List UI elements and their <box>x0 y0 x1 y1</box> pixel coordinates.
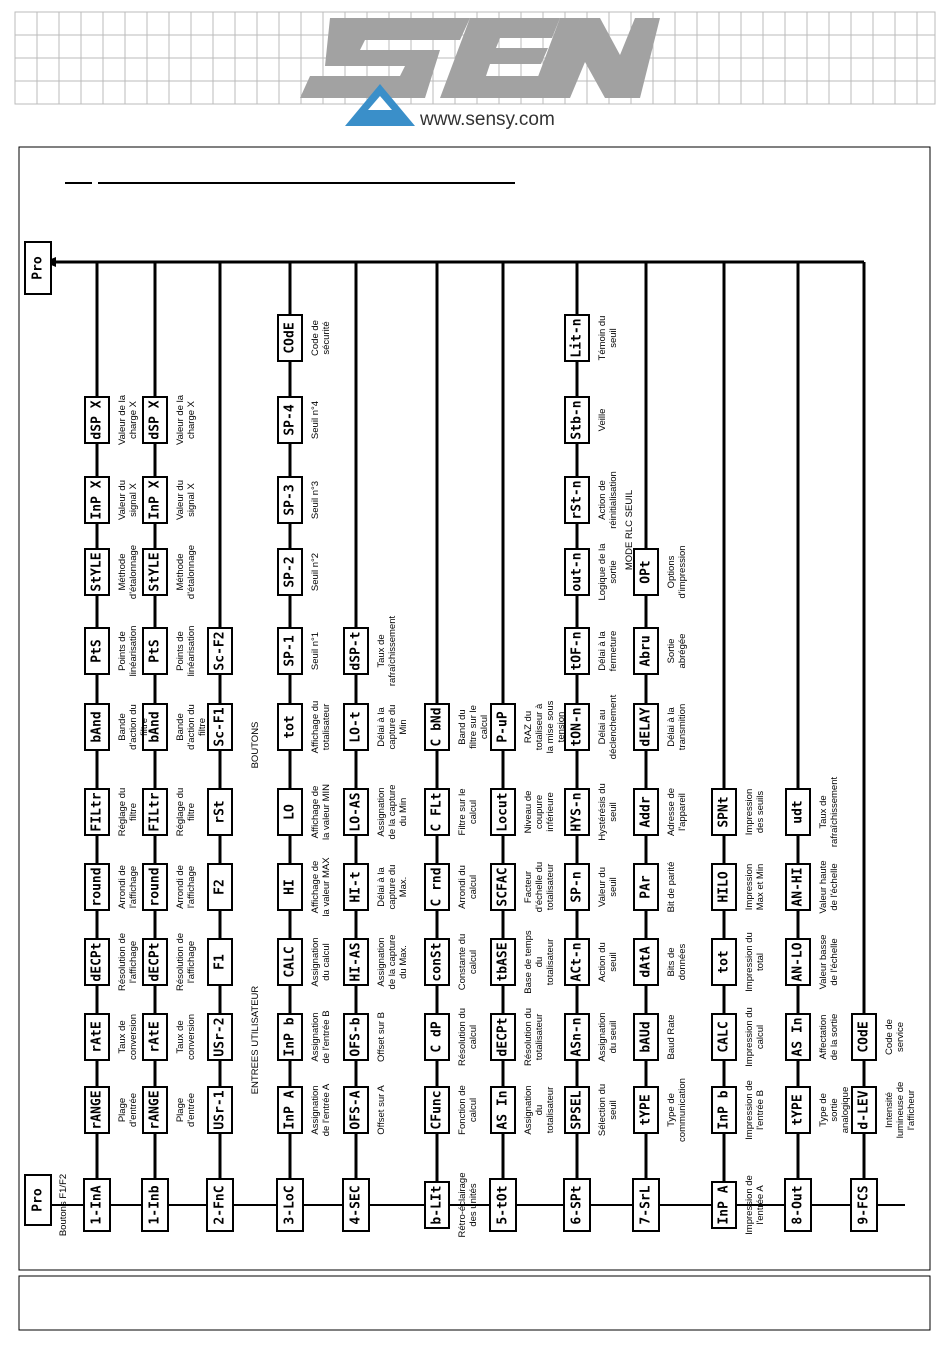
menu-3-loc-box-code: 3-LoC <box>282 1185 298 1225</box>
row-2-fnc-item-2-code: F1 <box>212 954 228 970</box>
row-1-inb-item-9-code: dSP X <box>147 400 163 440</box>
row-3-loc-label-9: Seuil n°4 <box>310 400 321 440</box>
row-6-spt-label-7: Logique de lasortie <box>597 543 619 601</box>
row-sub-5-label-5: Filtre sur lecalcul <box>457 788 479 836</box>
row-5-tot-item-4-code: Locut <box>495 792 511 832</box>
user-inputs-label: ENTREES UTILISATEUR <box>250 985 261 1095</box>
row-3-loc-item-6-code: SP-1 <box>282 635 298 667</box>
row-sub-9-label-1: Impression del'entrée B <box>744 1080 766 1140</box>
row-8-out-label-3: Valeur hautede l'échelle <box>818 860 840 914</box>
row-3-loc-item-5-code: tot <box>282 715 298 739</box>
row-6-spt-item-10-code: Lit-n <box>569 318 585 358</box>
row-8-out-item-0-code: tYPE <box>790 1094 806 1126</box>
row-3-loc-label-2: Assignationdu calcul <box>310 937 332 987</box>
row-8-out-label-4: Taux derafraîchissement <box>818 776 840 848</box>
row-sub-9-label-4: ImpressionMax et Min <box>744 863 766 911</box>
row-1-ina-item-1-code: rAtE <box>89 1021 105 1053</box>
row-6-spt-label-5: Délai audéclenchement <box>597 694 619 760</box>
row-7-srl-item-4-code: Addr <box>638 796 654 828</box>
row-7-srl-item-3-code: PAr <box>638 875 654 899</box>
row-1-ina-label-9: Valeur de lacharge X <box>117 395 139 445</box>
row-3-loc-label-4: Affichage dela valeur MIN <box>310 784 332 840</box>
row-4-sec-label-1: Offset sur B <box>376 1012 387 1062</box>
row-5-tot-label-4: Niveau decoupureinférieure <box>523 790 556 834</box>
row-6-spt-item-3-code: SP-n <box>569 871 585 903</box>
row-1-inb-label-5: Banded'action dufiltre <box>175 704 208 750</box>
row-1-ina-label-7: Méthoded'étalonnage <box>117 544 139 600</box>
start-pro-box-code: Pro <box>30 1188 46 1212</box>
row-1-ina-label-6: Points delinéarisation <box>117 625 139 677</box>
row-2-fnc-item-4-code: rSt <box>212 800 228 824</box>
row-1-inb-label-1: Taux deconversion <box>175 1014 197 1060</box>
row-7-srl-label-5: Délai à latransmition <box>666 703 688 751</box>
row-1-ina-item-6-code: PtS <box>89 639 105 663</box>
row-6-spt-item-1-code: ASn-n <box>569 1017 585 1057</box>
row-1-inb-item-2-code: dECPt <box>147 942 163 982</box>
row-7-srl-label-7: Optionsd'impression <box>666 545 688 599</box>
row-sub-5-item-3-code: conSt <box>429 942 445 982</box>
row-1-ina-label-0: Plaged'entrée <box>117 1092 139 1128</box>
row-3-loc-item-7-code: SP-2 <box>282 556 298 588</box>
row-7-srl-item-2-code: dAtA <box>638 946 654 978</box>
row-1-inb-item-3-code: round <box>147 867 163 907</box>
row-2-fnc-item-1-code: USr-2 <box>212 1017 228 1057</box>
row-2-fnc-item-0-code: USr-1 <box>212 1090 228 1130</box>
row-2-fnc-item-5-code: Sc-F1 <box>212 707 228 747</box>
row-5-tot-label-3: Facteurd'échelle dutotalisateur <box>523 861 556 913</box>
menu-1-ina-box-code: 1-InA <box>89 1185 105 1225</box>
row-sub-5-label-0: Rétro-éclairagedes unités <box>457 1172 479 1238</box>
row-6-spt-label-1: Assignationdu seuil <box>597 1012 619 1062</box>
row-5-tot-label-1: Résolution dutotalisateur <box>523 1007 545 1067</box>
row-6-spt-label-4: Hystérésis duseuil <box>597 783 619 841</box>
row-4-sec-label-2: Assignationde la capturedu Max. <box>376 934 409 990</box>
row-sub-9-item-2-code: CALC <box>716 1021 732 1053</box>
row-1-ina-item-7-code: StYLE <box>89 552 105 592</box>
row-3-loc-label-10: Code desécurité <box>310 320 332 356</box>
row-5-tot-label-0: Assignationdutotalisateur <box>523 1085 556 1135</box>
row-sub-5-label-2: Résolution ducalcul <box>457 1007 479 1067</box>
row-6-spt-label-8: Action deréinitialisation <box>597 471 619 529</box>
row-3-loc-label-8: Seuil n°3 <box>310 480 321 520</box>
row-9-fcs-item-1-code: COdE <box>856 1021 872 1053</box>
row-8-out-label-2: Valeur bassede l'échelle <box>818 934 840 990</box>
row-7-srl-label-6: Sortieabrégée <box>666 633 688 669</box>
row-7-srl-label-2: Bits dedonnées <box>666 943 688 981</box>
row-sub-5-item-0-code: b-LIt <box>429 1185 445 1225</box>
row-1-inb-item-7-code: StYLE <box>147 552 163 592</box>
footer-frame <box>19 1276 930 1330</box>
row-1-inb-label-3: Arrondi del'affichage <box>175 865 197 909</box>
row-8-out-label-0: Type desortieanalogique <box>818 1086 851 1134</box>
row-4-sec-label-4: Assignationde la capturedu Min <box>376 784 409 840</box>
row-4-sec-item-0-code: OFS-A <box>348 1090 364 1130</box>
row-1-inb-label-2: Résolution del'affichage <box>175 932 197 992</box>
row-1-ina-label-1: Taux deconversion <box>117 1014 139 1060</box>
row-6-spt-item-8-code: rSt-n <box>569 480 585 520</box>
row-6-spt-label-3: Valeur duseuil <box>597 867 619 907</box>
row-6-spt-label-10: Témoin duseuil <box>597 315 619 361</box>
row-3-loc-label-1: Assignationde l'entrée B <box>310 1010 332 1064</box>
row-3-loc-item-10-code: COdE <box>282 322 298 354</box>
row-1-inb-item-4-code: FILtr <box>147 792 163 832</box>
row-sub-9-item-5-code: SPNt <box>716 796 732 828</box>
row-1-ina-label-8: Valeur dusignal X <box>117 480 139 520</box>
row-7-srl-label-4: Adresse del'appareil <box>666 787 688 837</box>
row-sub-5-label-4: Arrondi ducalcul <box>457 865 479 909</box>
row-1-inb-label-6: Points delinéarisation <box>175 625 197 677</box>
row-3-loc-item-1-code: InP b <box>282 1017 298 1057</box>
menu-5-tot-box-code: 5-tOt <box>495 1185 511 1225</box>
row-6-spt-item-7-code: out-n <box>569 552 585 592</box>
row-1-ina-item-9-code: dSP X <box>89 400 105 440</box>
row-3-loc-item-8-code: SP-3 <box>282 484 298 516</box>
row-1-inb-item-0-code: rANGE <box>147 1090 163 1130</box>
row-8-out-item-2-code: AN-LO <box>790 942 806 982</box>
row-sub-9-item-0-code: InP A <box>716 1185 732 1225</box>
row-1-inb-label-4: Réglage dufiltre <box>175 787 197 837</box>
row-5-tot-item-1-code: dECPt <box>495 1017 511 1057</box>
row-sub-5-item-2-code: C dP <box>429 1021 445 1053</box>
row-sub-9-label-5: Impressiondes seuils <box>744 788 766 836</box>
row-sub-9-label-3: Impression dutotal <box>744 932 766 992</box>
row-5-tot-item-5-code: P-uP <box>495 711 511 743</box>
row-3-loc-item-4-code: LO <box>282 804 298 820</box>
row-sub-9-label-2: Impression ducalcul <box>744 1007 766 1067</box>
row-7-srl-item-6-code: Abru <box>638 635 654 667</box>
row-2-fnc-item-6-code: Sc-F2 <box>212 631 228 671</box>
row-1-inb-label-8: Valeur dusignal X <box>175 480 197 520</box>
row-1-ina-label-5: Banded'action dufiltre <box>117 704 150 750</box>
row-8-out-item-4-code: udt <box>790 800 806 824</box>
menu-8-out-box-code: 8-Out <box>790 1185 806 1225</box>
row-6-spt-item-4-code: HYS-n <box>569 792 585 832</box>
row-5-tot-item-0-code: AS In <box>495 1090 511 1130</box>
row-6-spt-label-9: Veille <box>597 408 608 432</box>
menu-7-srl-box-code: 7-SrL <box>638 1185 654 1225</box>
row-sub-5-item-4-code: C rnd <box>429 867 445 907</box>
row-1-ina-item-4-code: FILtr <box>89 792 105 832</box>
menu-2-fnc-box-code: 2-FnC <box>212 1185 228 1225</box>
row-8-out-item-3-code: AN-HI <box>790 867 806 907</box>
row-7-srl-label-3: Bit de parité <box>666 861 677 913</box>
row-6-spt-item-0-code: SPSEL <box>569 1090 585 1130</box>
row-7-srl-item-0-code: tYPE <box>638 1094 654 1126</box>
row-1-ina-item-3-code: round <box>89 867 105 907</box>
row-sub-9-item-3-code: tot <box>716 950 732 974</box>
row-1-inb-item-6-code: PtS <box>147 639 163 663</box>
row-1-ina-item-5-code: bAnd <box>89 711 105 743</box>
row-7-srl-item-5-code: dELAY <box>638 707 654 747</box>
row-1-ina-label-2: Résolution del'affichage <box>117 932 139 992</box>
row-4-sec-item-3-code: HI-t <box>348 871 364 903</box>
row-3-loc-label-3: Affichage dela valeur MAX <box>310 857 332 917</box>
row-1-inb-item-5-code: bAnd <box>147 711 163 743</box>
row-6-spt-label-0: Sélection duseuil <box>597 1083 619 1137</box>
row-sub-5-item-1-code: CFunc <box>429 1090 445 1130</box>
buttons-label: BOUTONS <box>250 721 261 769</box>
row-sub-5-label-3: Constante ducalcul <box>457 933 479 991</box>
row-6-spt-item-2-code: ACt-n <box>569 942 585 982</box>
row-5-tot-item-2-code: tbASE <box>495 942 511 982</box>
row-3-loc-item-2-code: CALC <box>282 946 298 978</box>
row-sub-9-item-1-code: InP b <box>716 1090 732 1130</box>
row-sub-5-label-1: Fonction decalcul <box>457 1085 479 1135</box>
row-3-loc-label-6: Seuil n°1 <box>310 631 321 671</box>
row-4-sec-label-0: Offset sur A <box>376 1085 387 1135</box>
brand-url[interactable]: www.sensy.com <box>420 109 555 130</box>
row-6-spt-label-2: Action duseuil <box>597 942 619 982</box>
menu-1-inb-box-code: 1-Inb <box>147 1185 163 1225</box>
row-5-tot-label-2: Base de tempsdutotalisateur <box>523 930 556 994</box>
row-4-sec-item-4-code: LO-AS <box>348 792 364 832</box>
row-3-loc-item-9-code: SP-4 <box>282 404 298 436</box>
row-7-srl-item-1-code: bAUd <box>638 1021 654 1053</box>
row-1-inb-item-1-code: rAtE <box>147 1021 163 1053</box>
row-1-inb-label-7: Méthoded'étalonnage <box>175 544 197 600</box>
row-1-ina-item-8-code: InP X <box>89 480 105 520</box>
row-1-ina-item-2-code: dECPt <box>89 942 105 982</box>
row-1-ina-item-0-code: rANGE <box>89 1090 105 1130</box>
row-sub-5-item-5-code: C FLt <box>429 792 445 832</box>
row-8-out-label-1: Affectationde la sortie <box>818 1013 840 1061</box>
row-6-spt-item-5-code: tON-n <box>569 707 585 747</box>
menu-6-spt-box-code: 6-SPt <box>569 1185 585 1225</box>
row-4-sec-label-5: Délai à lacapture duMin <box>376 704 409 750</box>
row-7-srl-label-0: Type decommunication <box>666 1078 688 1142</box>
row-3-loc-label-7: Seuil n°2 <box>310 552 321 592</box>
row-4-sec-label-3: Délai à lacapture duMax. <box>376 864 409 910</box>
row-3-loc-item-0-code: InP A <box>282 1090 298 1130</box>
row-1-inb-label-0: Plaged'entrée <box>175 1092 197 1128</box>
row-9-fcs-item-0-code: d-LEV <box>856 1090 872 1130</box>
row-9-fcs-label-1: Code deservice <box>884 1019 906 1055</box>
root-pro-box-code: Pro <box>30 256 46 280</box>
row-sub-9-label-0: Impression del'entrée A <box>744 1175 766 1235</box>
relay-mode-label: MODE RLC SEUIL <box>624 489 635 571</box>
row-5-tot-item-3-code: SCFAC <box>495 867 511 907</box>
row-6-spt-label-6: Délai à lafermeture <box>597 630 619 672</box>
row-2-fnc-item-3-code: F2 <box>212 879 228 895</box>
row-3-loc-item-3-code: HI <box>282 879 298 895</box>
row-6-spt-item-9-code: Stb-n <box>569 400 585 440</box>
row-9-fcs-label-0: Intensitélumineuse del'afficheur <box>884 1081 917 1139</box>
row-7-srl-item-7-code: OPt <box>638 560 654 584</box>
menu-9-fcs-box-code: 9-FCS <box>856 1185 872 1225</box>
row-3-loc-label-0: Assignationde l'entrée A <box>310 1083 332 1137</box>
row-3-loc-label-5: Affichage dutotalisateur <box>310 700 332 754</box>
row-1-ina-label-4: Réglage dufiltre <box>117 787 139 837</box>
row-4-sec-item-6-code: dSP-t <box>348 631 364 671</box>
row-8-out-item-1-code: AS In <box>790 1017 806 1057</box>
f1f2-note: Boutons F1/F2 <box>58 1173 69 1237</box>
row-1-ina-label-3: Arrondi del'affichage <box>117 865 139 909</box>
row-7-srl-label-1: Baud Rate <box>666 1014 677 1060</box>
row-5-tot-label-5: RAZ dutotaliseur àla mise soustension <box>523 700 567 754</box>
menu-4-sec-box-code: 4-SEC <box>348 1185 364 1225</box>
row-sub-5-item-6-code: C bNd <box>429 707 445 747</box>
row-6-spt-item-6-code: tOF-n <box>569 631 585 671</box>
row-sub-5-label-6: Band dufiltre sur lecalcul <box>457 705 490 749</box>
row-1-inb-label-9: Valeur de lacharge X <box>175 395 197 445</box>
row-4-sec-item-5-code: LO-t <box>348 711 364 743</box>
row-1-inb-item-8-code: InP X <box>147 480 163 520</box>
row-4-sec-item-2-code: HI-AS <box>348 942 364 982</box>
row-4-sec-item-1-code: OFS-b <box>348 1017 364 1057</box>
row-sub-9-item-4-code: HILO <box>716 871 732 903</box>
row-4-sec-label-6: Taux derafraîchissement <box>376 615 398 687</box>
